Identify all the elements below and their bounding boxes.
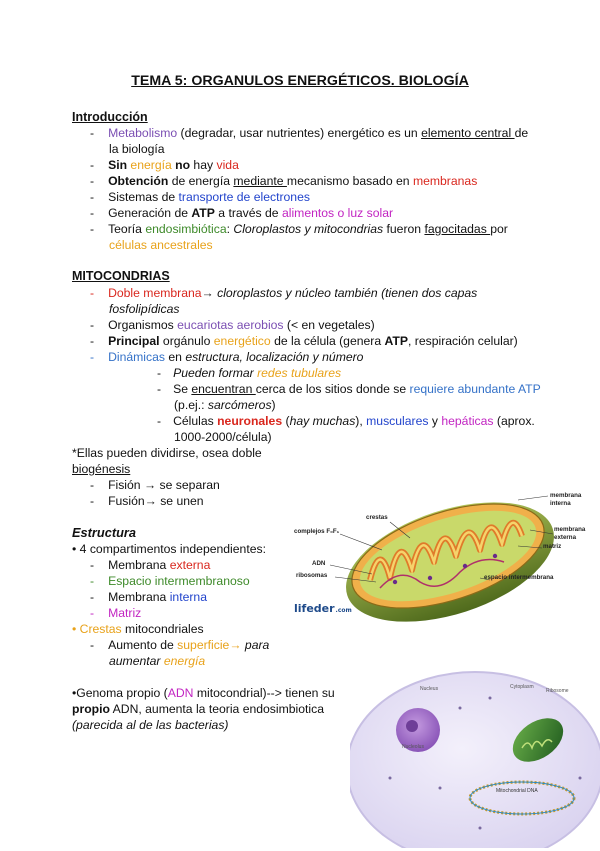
genome-line-1: •Genoma propio (ADN mitocondrial)--> tienen su bbox=[72, 686, 335, 700]
fission-item: - Fisión → se separan bbox=[90, 478, 220, 492]
label-espacio: espacio intermembrana bbox=[484, 574, 554, 581]
page-title: TEMA 5: ORGANULOS ENERGÉTICOS. BIOLOGÍA bbox=[131, 73, 469, 89]
mito-heading: MITOCONDRIAS bbox=[72, 269, 170, 283]
label-cytoplasm: Cytoplasm bbox=[510, 684, 534, 690]
label-complejos: complejos F₀F₁ bbox=[294, 528, 340, 535]
label-membrana-externa: membrana externa bbox=[554, 526, 586, 541]
cell-diagram bbox=[350, 668, 600, 848]
intro-item-6-cont: células ancestrales bbox=[109, 238, 213, 252]
label-mitochondrial-dna: Mitochondrial DNA bbox=[496, 788, 538, 794]
mito-item-2: - Organismos eucariotas aerobios (< en vegetales) bbox=[90, 318, 375, 332]
intro-item-5: - Generación de ATP a través de alimentos o luz solar bbox=[90, 206, 394, 220]
mito-subitem-3-cont: 1000-2000/célula) bbox=[174, 430, 272, 444]
intro-item-4: - Sistemas de transporte de electrones bbox=[90, 190, 310, 204]
lifeder-logo: lifeder.com bbox=[294, 602, 352, 615]
intro-heading: Introducción bbox=[72, 110, 148, 124]
mito-subitem-2: - Se encuentran cerca de los sitios donde se requiere abundante ATP bbox=[157, 382, 541, 396]
mito-item-3: - Principal orgánulo energético de la célula (genera ATP, respiración celular) bbox=[90, 334, 518, 348]
compartment-3: - Membrana interna bbox=[90, 590, 207, 604]
mito-subitem-2-cont: (p.ej.: sarcómeros) bbox=[174, 398, 276, 412]
genome-line-2: propio ADN, aumenta la teoria endosimbiotica bbox=[72, 702, 324, 716]
genome-line-3: (parecida al de las bacterias) bbox=[72, 718, 229, 732]
mito-subitem-3: - Células neuronales (hay muchas), musculares y hepáticas (aprox. bbox=[157, 414, 535, 428]
mito-item-1: - Doble membrana→ cloroplastos y núcleo también (tienen dos capas bbox=[90, 286, 478, 300]
label-membrana-interna: membrana interna bbox=[550, 492, 582, 507]
mito-item-4: - Dinámicas en estructura, localización y número bbox=[90, 350, 364, 364]
division-note: *Ellas pueden dividirse, osea doble bbox=[72, 446, 262, 460]
mito-subitem-1: - Pueden formar redes tubulares bbox=[157, 366, 342, 380]
intro-item-1: - Metabolismo (degradar, usar nutrientes) energético es un elemento central de bbox=[90, 126, 529, 140]
fusion-item: - Fusión→ se unen bbox=[90, 494, 204, 508]
structure-bullet-2: • Crestas mitocondriales bbox=[72, 622, 204, 636]
compartment-2: - Espacio intermembranoso bbox=[90, 574, 250, 588]
mito-item-1-cont: fosfolipídicas bbox=[109, 302, 180, 316]
label-crestas: crestas bbox=[366, 514, 388, 521]
label-ribosome: Ribosome bbox=[546, 688, 569, 694]
crestas-item-cont: aumentar energía bbox=[109, 654, 206, 668]
mitochondrion-diagram bbox=[290, 470, 600, 630]
label-ribosomas: ribosomas bbox=[296, 572, 328, 579]
compartment-1: - Membrana externa bbox=[90, 558, 211, 572]
structure-heading: Estructura bbox=[72, 525, 137, 540]
label-adn: ADN bbox=[312, 560, 326, 567]
label-matriz: matriz bbox=[543, 543, 562, 550]
cell-illustration bbox=[350, 668, 600, 848]
label-nucleolus: Nucleolus bbox=[402, 744, 424, 750]
intro-item-2: - Sin energía no hay vida bbox=[90, 158, 239, 172]
structure-bullet-1: • 4 compartimentos independientes: bbox=[72, 542, 266, 556]
intro-item-3: - Obtención de energía mediante mecanismo basado en membranas bbox=[90, 174, 478, 188]
label-nucleus: Nucleus bbox=[420, 686, 439, 692]
intro-item-6: - Teoría endosimbiótica: Cloroplastos y mitocondrias fueron fagocitadas por bbox=[90, 222, 508, 236]
intro-item-1-cont: la biología bbox=[109, 142, 165, 156]
crestas-item: - Aumento de superficie→ para bbox=[90, 638, 270, 652]
biogenesis-term: biogénesis bbox=[72, 462, 131, 476]
compartment-4: - Matriz bbox=[90, 606, 142, 620]
